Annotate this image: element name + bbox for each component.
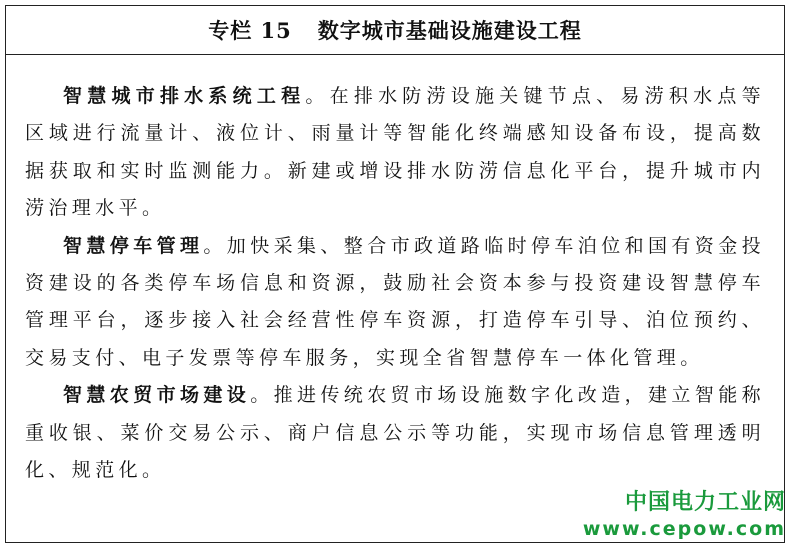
box-title: 数字城市基础设施建设工程 <box>317 18 582 43</box>
watermark-url: www.cepow.com <box>582 518 786 540</box>
paragraph-drainage <box>25 78 765 228</box>
paragraph-body: 。在排水防涝设施关键节点、易涝积水点等区域进行流量计、液位计、雨量计等智能化终端感知设备布设，提高数据获取和实时监测能力。新建或增设排水防涝信息化平台，提升城市内涝治理水平。 <box>25 85 765 220</box>
paragraph-body: 。推进传统农贸市场设施数字化改造，建立智能称重收银、菜价交易公示、商户信息公示等功能，实现市场信息管理透明化、规范化。 <box>25 384 766 482</box>
watermark <box>583 489 786 541</box>
box-content <box>6 55 784 489</box>
box-title-bar <box>6 6 784 55</box>
paragraph-lead: 智慧农贸市场建设 <box>63 384 251 407</box>
paragraph-lead: 智慧城市排水系统工程 <box>63 85 306 107</box>
paragraph-lead: 智慧停车管理 <box>63 234 204 257</box>
column-number: 专栏 15 <box>208 18 292 43</box>
paragraph-body: 。加快采集、整合市政道路临时停车泊位和国有资金投资建设的各类停车场信息和资源，鼓励社会资本参与投资建设智慧停车管理平台，逐步接入社会经营性停车资源，打造停车引导、泊位预约、交易支付、电子发票等停车服务，实现全省智慧停车一体化管理。 <box>25 234 766 369</box>
column-box <box>5 5 785 543</box>
paragraph-parking <box>25 228 765 378</box>
paragraph-market <box>25 377 765 489</box>
watermark-site-name: 中国电力工业网 <box>624 490 786 515</box>
